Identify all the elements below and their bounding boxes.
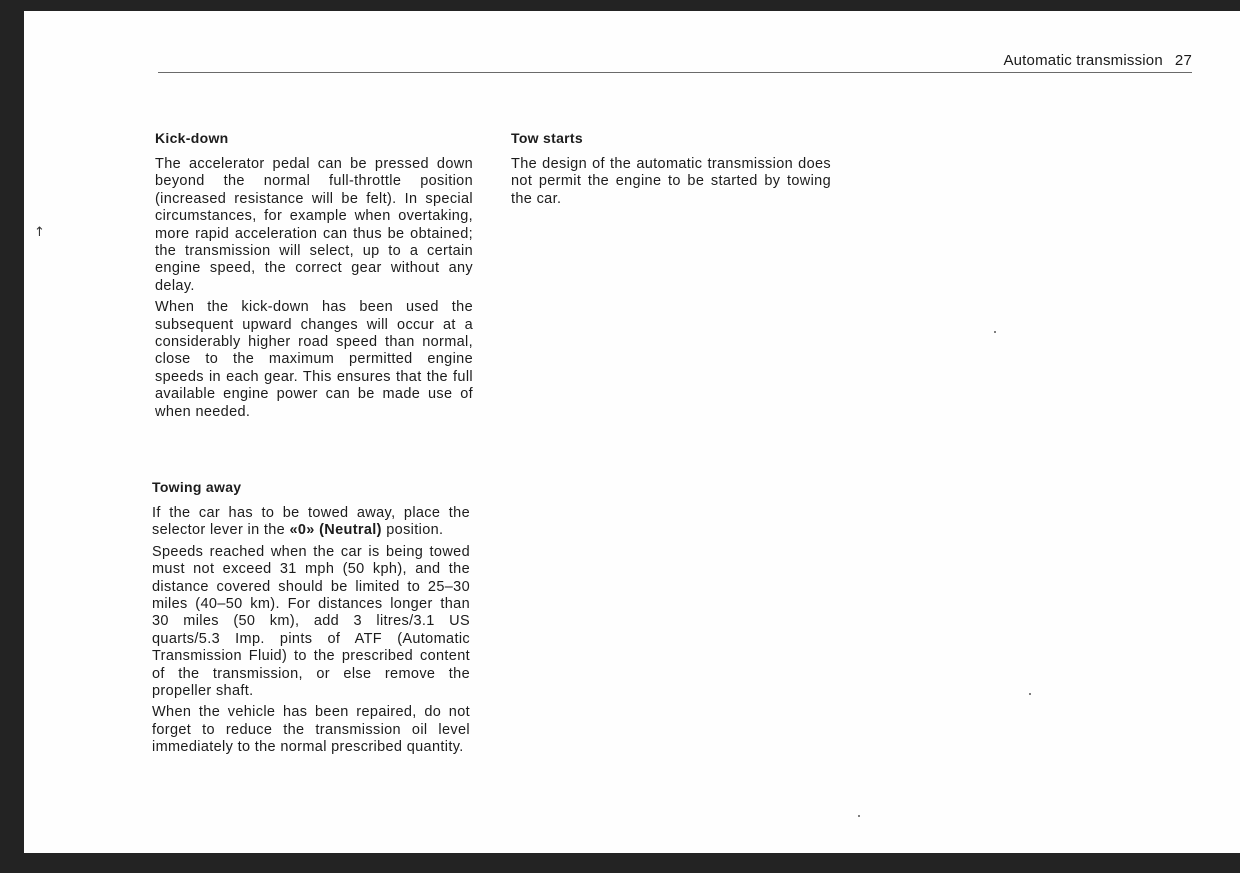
header-rule (158, 72, 1192, 73)
scan-speck (858, 815, 860, 817)
scan-speck (994, 331, 996, 333)
tow-starts-heading: Tow starts (511, 130, 583, 146)
section-title: Automatic transmission (1003, 52, 1163, 69)
tow-starts-paragraph-1: The design of the automatic transmission does not permit the engine to be started by towing the car. (511, 156, 831, 207)
page-number: 27 (1174, 52, 1192, 69)
towing-away-paragraph-3: When the vehicle has been repaired, do not forget to reduce the transmission oil level immediately to the normal prescribed quantity. (152, 704, 470, 756)
tow-starts-section (511, 130, 831, 212)
neutral-position-label: «0» (Neutral) (289, 522, 382, 539)
kick-down-paragraph-2: When the kick-down has been used the subsequent upward changes will occur at a considerably higher road speed than normal, close to the maximum permitted engine speeds in each gear. This ensures that the full available engine power can be made use of when needed. (155, 299, 473, 420)
towing-away-paragraph-1 (152, 505, 470, 540)
towing-away-paragraph-1-start: If the car has to be towed away, place the selector lever in the (152, 505, 470, 539)
kick-down-section (155, 130, 473, 425)
manual-page (24, 11, 1240, 853)
scan-speck (1029, 693, 1031, 695)
margin-mark-icon: ↑ (34, 225, 45, 240)
towing-away-paragraph-1-end: position. (381, 522, 444, 539)
running-header (1003, 52, 1192, 69)
towing-away-section (152, 479, 470, 761)
kick-down-heading: Kick-down (155, 130, 229, 146)
kick-down-paragraph-1: The accelerator pedal can be pressed down beyond the normal full-throttle position (increased resistance will be felt). In special circumstances, for example when overtaking, more rapid acceleration can thus be obtained; the transmission will select, up to a certain engine speed, the correct gear without any delay. (155, 156, 473, 294)
towing-away-paragraph-2: Speeds reached when the car is being towed must not exceed 31 mph (50 kph), and the distance covered should be limited to 25–30 miles (40–50 km). For distances longer than 30 miles (50 km), add 3 litres/3.1 US quarts/5.3 Imp. pints of ATF (Automatic Transmission Fluid) to the prescribed content of the transmission, or else remove the propeller shaft. (152, 543, 470, 700)
towing-away-heading: Towing away (152, 479, 242, 495)
